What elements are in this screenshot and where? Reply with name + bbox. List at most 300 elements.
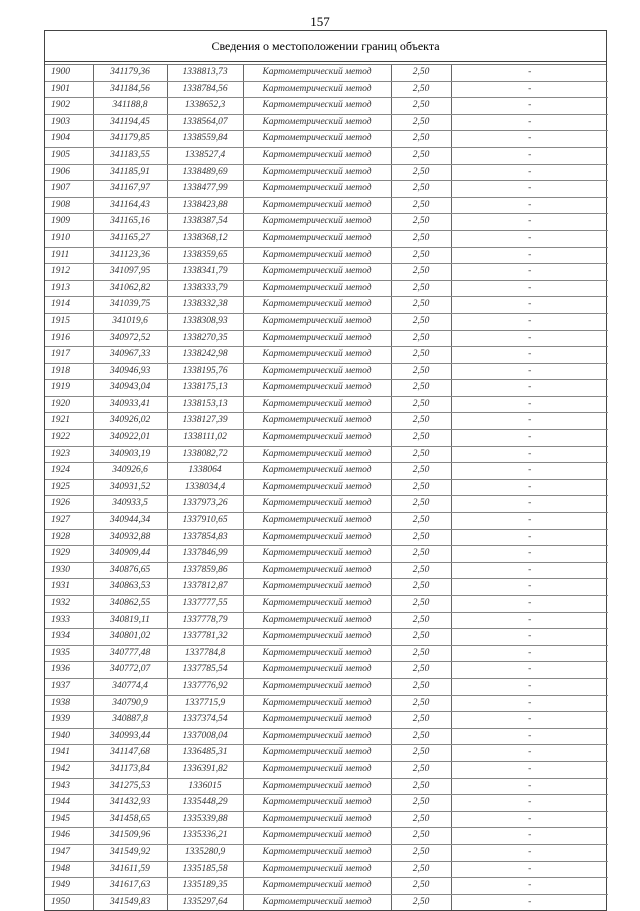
point-number-cell: 1918: [45, 363, 93, 380]
method-cell: Картометрический метод: [243, 479, 391, 496]
accuracy-cell: 2,50: [391, 413, 451, 430]
table-title: Сведения о местоположении границ объекта: [45, 31, 606, 62]
point-number-cell: 1941: [45, 745, 93, 762]
description-cell: -: [451, 147, 608, 164]
table-row: [45, 396, 608, 413]
x-coordinate-cell: 341039,75: [93, 297, 167, 314]
description-cell: -: [451, 280, 608, 297]
table-row: [45, 678, 608, 695]
accuracy-cell: 2,50: [391, 347, 451, 364]
y-coordinate-cell: 1338564,07: [167, 114, 243, 131]
method-cell: Картометрический метод: [243, 297, 391, 314]
table-row: [45, 197, 608, 214]
point-number-cell: 1937: [45, 678, 93, 695]
accuracy-cell: 2,50: [391, 778, 451, 795]
description-cell: -: [451, 761, 608, 778]
table-row: [45, 878, 608, 895]
y-coordinate-cell: 1338195,76: [167, 363, 243, 380]
point-number-cell: 1903: [45, 114, 93, 131]
table-row: [45, 562, 608, 579]
description-cell: -: [451, 230, 608, 247]
method-cell: Картометрический метод: [243, 413, 391, 430]
description-cell: -: [451, 596, 608, 613]
accuracy-cell: 2,50: [391, 529, 451, 546]
table-row: [45, 861, 608, 878]
table-row: [45, 98, 608, 115]
accuracy-cell: 2,50: [391, 380, 451, 397]
point-number-cell: 1944: [45, 795, 93, 812]
x-coordinate-cell: 340909,44: [93, 546, 167, 563]
method-cell: Картометрический метод: [243, 728, 391, 745]
description-cell: -: [451, 546, 608, 563]
y-coordinate-cell: 1338477,99: [167, 181, 243, 198]
accuracy-cell: 2,50: [391, 81, 451, 98]
description-cell: -: [451, 479, 608, 496]
point-number-cell: 1931: [45, 579, 93, 596]
point-number-cell: 1914: [45, 297, 93, 314]
table-row: [45, 347, 608, 364]
description-cell: -: [451, 861, 608, 878]
description-cell: -: [451, 728, 608, 745]
x-coordinate-cell: 341165,27: [93, 230, 167, 247]
y-coordinate-cell: 1338527,4: [167, 147, 243, 164]
y-coordinate-cell: 1338242,98: [167, 347, 243, 364]
description-cell: -: [451, 65, 608, 81]
description-cell: -: [451, 313, 608, 330]
x-coordinate-cell: 340932,88: [93, 529, 167, 546]
x-coordinate-cell: 341617,63: [93, 878, 167, 895]
accuracy-cell: 2,50: [391, 828, 451, 845]
accuracy-cell: 2,50: [391, 363, 451, 380]
x-coordinate-cell: 340801,02: [93, 629, 167, 646]
y-coordinate-cell: 1335448,29: [167, 795, 243, 812]
table-row: [45, 230, 608, 247]
x-coordinate-cell: 340943,04: [93, 380, 167, 397]
method-cell: Картометрический метод: [243, 330, 391, 347]
y-coordinate-cell: 1338034,4: [167, 479, 243, 496]
description-cell: -: [451, 878, 608, 895]
y-coordinate-cell: 1335185,58: [167, 861, 243, 878]
y-coordinate-cell: 1338387,54: [167, 214, 243, 231]
x-coordinate-cell: 341062,82: [93, 280, 167, 297]
y-coordinate-cell: 1338064: [167, 463, 243, 480]
table-row: [45, 745, 608, 762]
accuracy-cell: 2,50: [391, 513, 451, 530]
table-row: [45, 181, 608, 198]
accuracy-cell: 2,50: [391, 645, 451, 662]
y-coordinate-cell: 1335297,64: [167, 894, 243, 910]
table-row: [45, 446, 608, 463]
accuracy-cell: 2,50: [391, 247, 451, 264]
table-row: [45, 529, 608, 546]
point-number-cell: 1938: [45, 695, 93, 712]
description-cell: -: [451, 795, 608, 812]
method-cell: Картометрический метод: [243, 147, 391, 164]
y-coordinate-cell: 1337776,92: [167, 678, 243, 695]
y-coordinate-cell: 1338175,13: [167, 380, 243, 397]
accuracy-cell: 2,50: [391, 98, 451, 115]
method-cell: Картометрический метод: [243, 828, 391, 845]
table-row: [45, 712, 608, 729]
method-cell: Картометрический метод: [243, 761, 391, 778]
point-number-cell: 1950: [45, 894, 93, 910]
point-number-cell: 1945: [45, 811, 93, 828]
point-number-cell: 1917: [45, 347, 93, 364]
x-coordinate-cell: 341432,93: [93, 795, 167, 812]
description-cell: -: [451, 347, 608, 364]
y-coordinate-cell: 1338813,73: [167, 65, 243, 81]
accuracy-cell: 2,50: [391, 861, 451, 878]
method-cell: Картометрический метод: [243, 446, 391, 463]
description-cell: -: [451, 297, 608, 314]
y-coordinate-cell: 1338270,35: [167, 330, 243, 347]
description-cell: -: [451, 264, 608, 281]
accuracy-cell: 2,50: [391, 65, 451, 81]
x-coordinate-cell: 341019,6: [93, 313, 167, 330]
point-number-cell: 1910: [45, 230, 93, 247]
method-cell: Картометрический метод: [243, 513, 391, 530]
accuracy-cell: 2,50: [391, 330, 451, 347]
point-number-cell: 1922: [45, 430, 93, 447]
method-cell: Картометрический метод: [243, 214, 391, 231]
point-number-cell: 1900: [45, 65, 93, 81]
accuracy-cell: 2,50: [391, 761, 451, 778]
accuracy-cell: 2,50: [391, 479, 451, 496]
table-row: [45, 496, 608, 513]
method-cell: Картометрический метод: [243, 894, 391, 910]
point-number-cell: 1920: [45, 396, 93, 413]
x-coordinate-cell: 341549,83: [93, 894, 167, 910]
description-cell: -: [451, 629, 608, 646]
accuracy-cell: 2,50: [391, 264, 451, 281]
description-cell: -: [451, 197, 608, 214]
x-coordinate-cell: 341194,45: [93, 114, 167, 131]
x-coordinate-cell: 340790,9: [93, 695, 167, 712]
y-coordinate-cell: 1337910,65: [167, 513, 243, 530]
accuracy-cell: 2,50: [391, 745, 451, 762]
x-coordinate-cell: 340993,44: [93, 728, 167, 745]
method-cell: Картометрический метод: [243, 745, 391, 762]
accuracy-cell: 2,50: [391, 878, 451, 895]
table-row: [45, 645, 608, 662]
method-cell: Картометрический метод: [243, 380, 391, 397]
table-row: [45, 844, 608, 861]
point-number-cell: 1909: [45, 214, 93, 231]
description-cell: -: [451, 579, 608, 596]
x-coordinate-cell: 340933,5: [93, 496, 167, 513]
method-cell: Картометрический метод: [243, 529, 391, 546]
table-row: [45, 131, 608, 148]
y-coordinate-cell: 1337785,54: [167, 662, 243, 679]
point-number-cell: 1948: [45, 861, 93, 878]
accuracy-cell: 2,50: [391, 795, 451, 812]
description-cell: -: [451, 98, 608, 115]
y-coordinate-cell: 1335339,88: [167, 811, 243, 828]
method-cell: Картометрический метод: [243, 313, 391, 330]
page-number: 157: [310, 14, 330, 29]
table-row: [45, 247, 608, 264]
x-coordinate-cell: 340946,93: [93, 363, 167, 380]
accuracy-cell: 2,50: [391, 197, 451, 214]
point-number-cell: 1939: [45, 712, 93, 729]
coordinates-table: [45, 65, 608, 910]
point-number-cell: 1901: [45, 81, 93, 98]
accuracy-cell: 2,50: [391, 894, 451, 910]
accuracy-cell: 2,50: [391, 678, 451, 695]
method-cell: Картометрический метод: [243, 678, 391, 695]
accuracy-cell: 2,50: [391, 844, 451, 861]
method-cell: Картометрический метод: [243, 396, 391, 413]
method-cell: Картометрический метод: [243, 778, 391, 795]
table-row: [45, 65, 608, 81]
point-number-cell: 1921: [45, 413, 93, 430]
y-coordinate-cell: 1338368,12: [167, 230, 243, 247]
point-number-cell: 1923: [45, 446, 93, 463]
accuracy-cell: 2,50: [391, 297, 451, 314]
method-cell: Картометрический метод: [243, 98, 391, 115]
y-coordinate-cell: 1338333,79: [167, 280, 243, 297]
y-coordinate-cell: 1336015: [167, 778, 243, 795]
y-coordinate-cell: 1338127,39: [167, 413, 243, 430]
description-cell: -: [451, 181, 608, 198]
x-coordinate-cell: 340887,8: [93, 712, 167, 729]
method-cell: Картометрический метод: [243, 230, 391, 247]
x-coordinate-cell: 341188,8: [93, 98, 167, 115]
x-coordinate-cell: 340862,55: [93, 596, 167, 613]
description-cell: -: [451, 645, 608, 662]
accuracy-cell: 2,50: [391, 446, 451, 463]
description-cell: -: [451, 513, 608, 530]
description-cell: -: [451, 430, 608, 447]
table-row: [45, 413, 608, 430]
point-number-cell: 1924: [45, 463, 93, 480]
description-cell: -: [451, 662, 608, 679]
point-number-cell: 1915: [45, 313, 93, 330]
x-coordinate-cell: 340863,53: [93, 579, 167, 596]
x-coordinate-cell: 341179,85: [93, 131, 167, 148]
x-coordinate-cell: 341123,36: [93, 247, 167, 264]
description-cell: -: [451, 496, 608, 513]
table-row: [45, 214, 608, 231]
y-coordinate-cell: 1338489,69: [167, 164, 243, 181]
accuracy-cell: 2,50: [391, 546, 451, 563]
x-coordinate-cell: 340933,41: [93, 396, 167, 413]
method-cell: Картометрический метод: [243, 247, 391, 264]
y-coordinate-cell: 1338341,79: [167, 264, 243, 281]
x-coordinate-cell: 340944,34: [93, 513, 167, 530]
accuracy-cell: 2,50: [391, 214, 451, 231]
description-cell: -: [451, 678, 608, 695]
table-row: [45, 164, 608, 181]
accuracy-cell: 2,50: [391, 612, 451, 629]
method-cell: Картометрический метод: [243, 695, 391, 712]
y-coordinate-cell: 1337715,9: [167, 695, 243, 712]
point-number-cell: 1905: [45, 147, 93, 164]
method-cell: Картометрический метод: [243, 280, 391, 297]
point-number-cell: 1913: [45, 280, 93, 297]
description-cell: -: [451, 214, 608, 231]
method-cell: Картометрический метод: [243, 712, 391, 729]
description-cell: -: [451, 612, 608, 629]
description-cell: -: [451, 413, 608, 430]
y-coordinate-cell: 1338423,88: [167, 197, 243, 214]
accuracy-cell: 2,50: [391, 181, 451, 198]
table-row: [45, 363, 608, 380]
point-number-cell: 1916: [45, 330, 93, 347]
point-number-cell: 1947: [45, 844, 93, 861]
y-coordinate-cell: 1337859,86: [167, 562, 243, 579]
point-number-cell: 1929: [45, 546, 93, 563]
method-cell: Картометрический метод: [243, 844, 391, 861]
y-coordinate-cell: 1337781,32: [167, 629, 243, 646]
x-coordinate-cell: 341458,65: [93, 811, 167, 828]
method-cell: Картометрический метод: [243, 878, 391, 895]
accuracy-cell: 2,50: [391, 662, 451, 679]
x-coordinate-cell: 341173,84: [93, 761, 167, 778]
table-row: [45, 579, 608, 596]
method-cell: Картометрический метод: [243, 861, 391, 878]
y-coordinate-cell: 1336485,31: [167, 745, 243, 762]
method-cell: Картометрический метод: [243, 347, 391, 364]
table-row: [45, 479, 608, 496]
accuracy-cell: 2,50: [391, 596, 451, 613]
accuracy-cell: 2,50: [391, 496, 451, 513]
y-coordinate-cell: 1335280,9: [167, 844, 243, 861]
point-number-cell: 1943: [45, 778, 93, 795]
point-number-cell: 1930: [45, 562, 93, 579]
description-cell: -: [451, 363, 608, 380]
point-number-cell: 1940: [45, 728, 93, 745]
point-number-cell: 1907: [45, 181, 93, 198]
y-coordinate-cell: 1336391,82: [167, 761, 243, 778]
point-number-cell: 1906: [45, 164, 93, 181]
accuracy-cell: 2,50: [391, 230, 451, 247]
method-cell: Картометрический метод: [243, 81, 391, 98]
description-cell: -: [451, 712, 608, 729]
method-cell: Картометрический метод: [243, 264, 391, 281]
table-row: [45, 612, 608, 629]
description-cell: -: [451, 778, 608, 795]
y-coordinate-cell: 1337008,04: [167, 728, 243, 745]
y-coordinate-cell: 1337784,8: [167, 645, 243, 662]
method-cell: Картометрический метод: [243, 579, 391, 596]
accuracy-cell: 2,50: [391, 579, 451, 596]
y-coordinate-cell: 1338308,93: [167, 313, 243, 330]
table-row: [45, 463, 608, 480]
point-number-cell: 1908: [45, 197, 93, 214]
y-coordinate-cell: 1337846,99: [167, 546, 243, 563]
x-coordinate-cell: 341167,97: [93, 181, 167, 198]
description-cell: -: [451, 81, 608, 98]
table-row: [45, 114, 608, 131]
point-number-cell: 1934: [45, 629, 93, 646]
y-coordinate-cell: 1338111,02: [167, 430, 243, 447]
accuracy-cell: 2,50: [391, 695, 451, 712]
accuracy-cell: 2,50: [391, 463, 451, 480]
point-number-cell: 1949: [45, 878, 93, 895]
point-number-cell: 1942: [45, 761, 93, 778]
y-coordinate-cell: 1338332,38: [167, 297, 243, 314]
description-cell: -: [451, 695, 608, 712]
table-row: [45, 778, 608, 795]
x-coordinate-cell: 341183,55: [93, 147, 167, 164]
y-coordinate-cell: 1338082,72: [167, 446, 243, 463]
point-number-cell: 1928: [45, 529, 93, 546]
method-cell: Картометрический метод: [243, 197, 391, 214]
method-cell: Картометрический метод: [243, 596, 391, 613]
description-cell: -: [451, 828, 608, 845]
table-row: [45, 81, 608, 98]
accuracy-cell: 2,50: [391, 164, 451, 181]
y-coordinate-cell: 1337778,79: [167, 612, 243, 629]
accuracy-cell: 2,50: [391, 396, 451, 413]
table-row: [45, 629, 608, 646]
accuracy-cell: 2,50: [391, 728, 451, 745]
table-row: [45, 728, 608, 745]
x-coordinate-cell: 340926,6: [93, 463, 167, 480]
method-cell: Картометрический метод: [243, 645, 391, 662]
method-cell: Картометрический метод: [243, 430, 391, 447]
x-coordinate-cell: 341147,68: [93, 745, 167, 762]
point-number-cell: 1933: [45, 612, 93, 629]
accuracy-cell: 2,50: [391, 629, 451, 646]
description-cell: -: [451, 463, 608, 480]
accuracy-cell: 2,50: [391, 712, 451, 729]
y-coordinate-cell: 1338559,84: [167, 131, 243, 148]
method-cell: Картометрический метод: [243, 629, 391, 646]
accuracy-cell: 2,50: [391, 313, 451, 330]
method-cell: Картометрический метод: [243, 562, 391, 579]
point-number-cell: 1926: [45, 496, 93, 513]
point-number-cell: 1925: [45, 479, 93, 496]
accuracy-cell: 2,50: [391, 131, 451, 148]
table-row: [45, 662, 608, 679]
description-cell: -: [451, 164, 608, 181]
description-cell: -: [451, 745, 608, 762]
description-cell: -: [451, 114, 608, 131]
method-cell: Картометрический метод: [243, 363, 391, 380]
method-cell: Картометрический метод: [243, 662, 391, 679]
table-row: [45, 513, 608, 530]
method-cell: Картометрический метод: [243, 65, 391, 81]
x-coordinate-cell: 341611,59: [93, 861, 167, 878]
y-coordinate-cell: 1335336,21: [167, 828, 243, 845]
x-coordinate-cell: 340819,11: [93, 612, 167, 629]
x-coordinate-cell: 340922,01: [93, 430, 167, 447]
x-coordinate-cell: 340903,19: [93, 446, 167, 463]
table-row: [45, 596, 608, 613]
method-cell: Картометрический метод: [243, 546, 391, 563]
x-coordinate-cell: 341179,36: [93, 65, 167, 81]
table-row: [45, 313, 608, 330]
accuracy-cell: 2,50: [391, 811, 451, 828]
point-number-cell: 1919: [45, 380, 93, 397]
method-cell: Картометрический метод: [243, 811, 391, 828]
y-coordinate-cell: 1338359,65: [167, 247, 243, 264]
boundary-table-frame: [44, 30, 607, 911]
x-coordinate-cell: 340777,48: [93, 645, 167, 662]
point-number-cell: 1912: [45, 264, 93, 281]
description-cell: -: [451, 131, 608, 148]
x-coordinate-cell: 340772,07: [93, 662, 167, 679]
method-cell: Картометрический метод: [243, 795, 391, 812]
y-coordinate-cell: 1337854,83: [167, 529, 243, 546]
x-coordinate-cell: 341165,16: [93, 214, 167, 231]
description-cell: -: [451, 811, 608, 828]
accuracy-cell: 2,50: [391, 114, 451, 131]
table-row: [45, 894, 608, 910]
point-number-cell: 1902: [45, 98, 93, 115]
